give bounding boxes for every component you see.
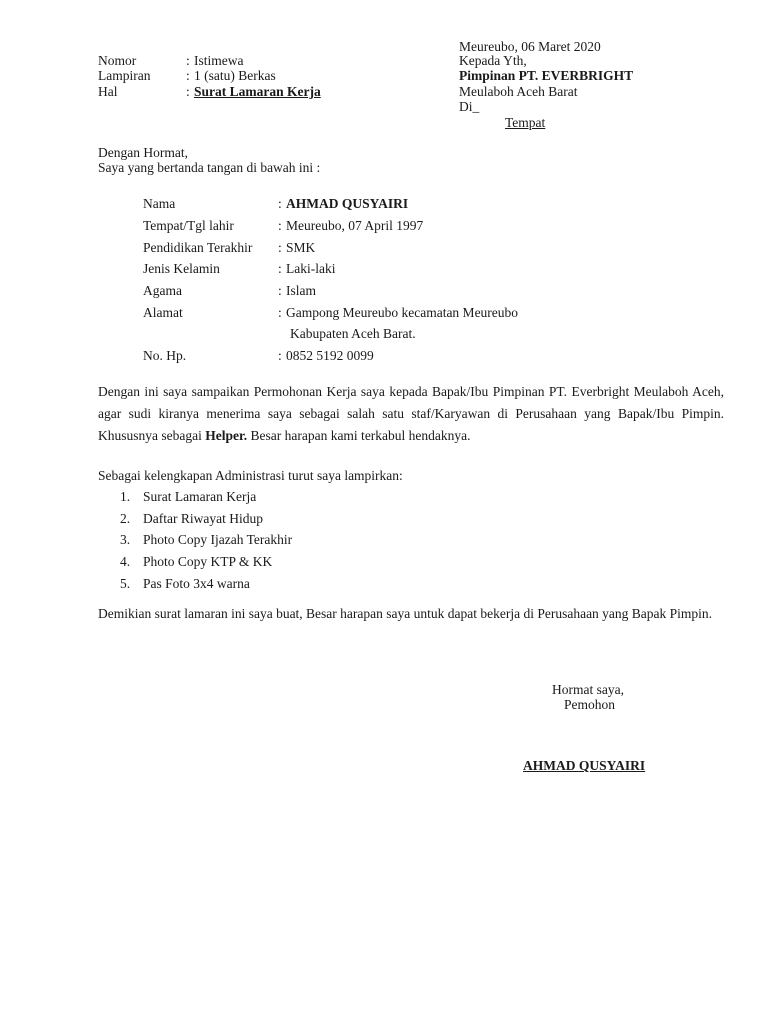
signature-regards: Hormat saya,	[552, 682, 624, 697]
identity-colon: :	[278, 283, 282, 298]
list-item-number: 4.	[120, 554, 131, 569]
identity-label: Agama	[143, 283, 182, 298]
header-value-hal: Surat Lamaran Kerja	[194, 84, 321, 99]
recipient-city: Meulaboh Aceh Barat	[459, 84, 578, 99]
recipient-di: Di_	[459, 99, 480, 114]
signature-name: AHMAD QUSYAIRI	[523, 758, 646, 773]
recipient-kepada: Kepada Yth,	[459, 53, 527, 68]
identity-colon: :	[278, 261, 282, 276]
header-value-lampiran: 1 (satu) Berkas	[194, 68, 276, 83]
list-item: Daftar Riwayat Hidup	[143, 511, 263, 526]
list-item: Photo Copy Ijazah Terakhir	[143, 532, 293, 547]
identity-value-jenis-kelamin: Laki-laki	[286, 261, 336, 276]
list-item: Photo Copy KTP & KK	[143, 554, 273, 569]
body-text-after: Besar harapan kami terkabul hendaknya.	[247, 428, 471, 443]
signature-role: Pemohon	[564, 697, 616, 712]
list-item-number: 5.	[120, 576, 131, 591]
body-paragraph	[98, 381, 724, 447]
list-item-number: 3.	[120, 532, 131, 547]
closing-paragraph: Demikian surat lamaran ini saya buat, Besar harapan saya untuk dapat bekerja di Perusahaan yang Bapak Pimpin.	[98, 606, 713, 621]
identity-value-nama: AHMAD QUSYAIRI	[286, 196, 409, 211]
identity-label: Jenis Kelamin	[143, 261, 220, 276]
identity-label: Pendidikan Terakhir	[143, 240, 253, 255]
recipient-tempat: Tempat	[505, 115, 546, 130]
identity-colon: :	[278, 218, 282, 233]
identity-colon: :	[278, 348, 282, 363]
identity-colon: :	[278, 196, 282, 211]
identity-label: Nama	[143, 196, 176, 211]
identity-value-alamat: Gampong Meureubo kecamatan Meureubo	[286, 305, 519, 320]
identity-value-pendidikan: SMK	[286, 240, 316, 255]
header-value-nomor: Istimewa	[194, 53, 244, 68]
identity-label: No. Hp.	[143, 348, 187, 363]
attachments-intro: Sebagai kelengkapan Administrasi turut saya lampirkan:	[98, 468, 403, 483]
list-item: Pas Foto 3x4 warna	[143, 576, 250, 591]
identity-label: Alamat	[143, 305, 183, 320]
identity-colon: :	[278, 305, 282, 320]
list-item-number: 2.	[120, 511, 131, 526]
header-colon: :	[186, 84, 190, 99]
identity-value-hp: 0852 5192 0099	[286, 348, 374, 363]
body-text-position: Helper.	[205, 428, 248, 443]
header-colon: :	[186, 53, 190, 68]
identity-label: Tempat/Tgl lahir	[143, 218, 234, 233]
identity-value-agama: Islam	[286, 283, 316, 298]
body-text-before: Dengan ini saya sampaikan Permohonan Kerja saya kepada Bapak/Ibu Pimpinan PT. Everbright Meulaboh Aceh, agar sudi kiranya menerima saya sebagai salah satu staf/Karyawan di Perusahaan yang Bapak/Ibu Pimpin. Khususnya sebagai	[98, 384, 724, 443]
identity-value-ttl: Meureubo, 07 April 1997	[286, 218, 424, 233]
letter-date: Meureubo, 06 Maret 2020	[459, 39, 601, 54]
header-label-hal: Hal	[98, 84, 118, 99]
intro-line: Saya yang bertanda tangan di bawah ini :	[98, 160, 321, 175]
identity-value-alamat-line2: Kabupaten Aceh Barat.	[290, 326, 416, 341]
identity-colon: :	[278, 240, 282, 255]
recipient-name: Pimpinan PT. EVERBRIGHT	[459, 68, 634, 83]
header-label-nomor: Nomor	[98, 53, 137, 68]
header-label-lampiran: Lampiran	[98, 68, 151, 83]
list-item-number: 1.	[120, 489, 131, 504]
header-colon: :	[186, 68, 190, 83]
salutation: Dengan Hormat,	[98, 145, 188, 160]
list-item: Surat Lamaran Kerja	[143, 489, 257, 504]
